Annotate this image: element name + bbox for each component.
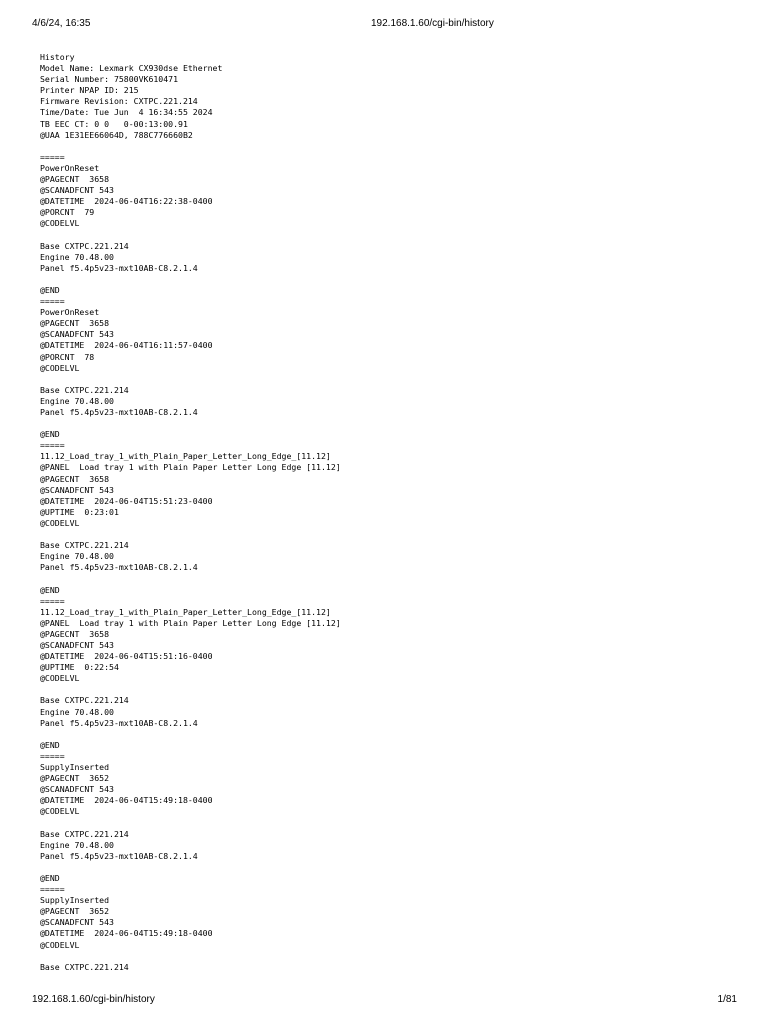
log-line: SupplyInserted [40, 895, 110, 906]
log-line [40, 817, 740, 828]
log-line: @END [40, 284, 60, 295]
log-line [40, 141, 740, 152]
log-line [40, 529, 740, 540]
log-line: @CODELVL [40, 517, 80, 528]
log-line: @END [40, 739, 60, 750]
log-line [40, 274, 740, 285]
log-line: ===== [40, 884, 65, 895]
log-line: Base CXTPC.221.214 [40, 695, 129, 706]
log-line: Time/Date: Tue Jun 4 16:34:55 2024 [40, 107, 213, 118]
log-line: Printer NPAP ID: 215 [40, 85, 139, 96]
log-line: Firmware Revision: CXTPC.221.214 [40, 96, 198, 107]
log-line: Panel f5.4p5v23-mxt10AB-C8.2.1.4 [40, 850, 198, 861]
log-line [40, 573, 740, 584]
log-line: @UAA 1E31EE66064D, 788C776660B2 [40, 129, 193, 140]
log-line: 11.12_Load_tray_1_with_Plain_Paper_Letter_Long_Edge_[11.12] [40, 606, 331, 617]
log-line: @SCANADFCNT 543 [40, 185, 114, 196]
history-log [40, 52, 740, 982]
log-line [40, 418, 740, 429]
log-line: @PORCNT 79 [40, 207, 95, 218]
log-line: Engine 70.48.00 [40, 706, 114, 717]
log-line: Engine 70.48.00 [40, 395, 114, 406]
print-footer-url: 192.168.1.60/cgi-bin/history [32, 994, 155, 1005]
log-line: @DATETIME 2024-06-04T16:11:57-0400 [40, 340, 213, 351]
log-line [40, 729, 740, 740]
log-line: @DATETIME 2024-06-04T15:51:16-0400 [40, 651, 213, 662]
log-line: PowerOnReset [40, 307, 100, 318]
log-line: Base CXTPC.221.214 [40, 961, 129, 972]
log-line: @END [40, 429, 60, 440]
log-line: @CODELVL [40, 218, 80, 229]
log-line: @CODELVL [40, 673, 80, 684]
print-datetime: 4/6/24, 16:35 [32, 18, 91, 29]
log-line: PowerOnReset [40, 162, 100, 173]
log-line: Base CXTPC.221.214 [40, 240, 129, 251]
log-line: @PANEL Load tray 1 with Plain Paper Letter Long Edge [11.12] [40, 462, 341, 473]
log-line: Panel f5.4p5v23-mxt10AB-C8.2.1.4 [40, 262, 198, 273]
log-line: Panel f5.4p5v23-mxt10AB-C8.2.1.4 [40, 562, 198, 573]
log-line: @UPTIME 0:22:54 [40, 662, 119, 673]
log-line: ===== [40, 151, 65, 162]
log-line: Panel f5.4p5v23-mxt10AB-C8.2.1.4 [40, 717, 198, 728]
log-line: TB EEC CT: 0 0 0-00:13:00.91 [40, 118, 188, 129]
log-line: Model Name: Lexmark CX930dse Ethernet [40, 63, 223, 74]
page-number: 1/81 [717, 994, 737, 1005]
log-line: @DATETIME 2024-06-04T15:49:18-0400 [40, 795, 213, 806]
log-line: Base CXTPC.221.214 [40, 384, 129, 395]
log-line: ===== [40, 750, 65, 761]
log-line: Base CXTPC.221.214 [40, 540, 129, 551]
log-line: @PAGECNT 3658 [40, 473, 110, 484]
log-line: @SCANADFCNT 543 [40, 917, 114, 928]
print-header [0, 18, 768, 32]
log-line: Panel f5.4p5v23-mxt10AB-C8.2.1.4 [40, 407, 198, 417]
log-line: @DATETIME 2024-06-04T15:51:23-0400 [40, 495, 213, 506]
log-line: @SCANADFCNT 543 [40, 639, 114, 650]
log-line [40, 230, 740, 241]
log-line: @PORCNT 78 [40, 351, 95, 362]
log-line: @SCANADFCNT 543 [40, 784, 114, 795]
log-line: @SCANADFCNT 543 [40, 329, 114, 340]
log-line: @END [40, 584, 60, 595]
log-line: ===== [40, 440, 65, 451]
log-line: Engine 70.48.00 [40, 251, 114, 262]
log-line: @END [40, 872, 60, 883]
log-line: @PAGECNT 3658 [40, 174, 110, 185]
log-line: ===== [40, 595, 65, 606]
log-line: @CODELVL [40, 362, 80, 373]
log-line: 11.12_Load_tray_1_with_Plain_Paper_Letter_Long_Edge_[11.12] [40, 451, 331, 462]
log-line: @PAGECNT 3658 [40, 628, 110, 639]
log-line [40, 684, 740, 695]
log-line: @DATETIME 2024-06-04T16:22:38-0400 [40, 196, 213, 207]
log-line: @CODELVL [40, 806, 80, 817]
log-line: Engine 70.48.00 [40, 551, 114, 562]
log-line: @PAGECNT 3652 [40, 906, 110, 917]
log-line: @PANEL Load tray 1 with Plain Paper Letter Long Edge [11.12] [40, 617, 341, 628]
print-header-url: 192.168.1.60/cgi-bin/history [371, 18, 494, 29]
log-line: @DATETIME 2024-06-04T15:49:18-0400 [40, 928, 213, 939]
log-line [40, 862, 740, 873]
log-line: Base CXTPC.221.214 [40, 828, 129, 839]
log-line: SupplyInserted [40, 762, 110, 772]
print-footer [0, 994, 768, 1008]
log-line: @SCANADFCNT 543 [40, 484, 114, 495]
log-line: @CODELVL [40, 939, 80, 950]
log-line [40, 374, 740, 385]
log-line: ===== [40, 296, 65, 307]
log-line: Engine 70.48.00 [40, 839, 114, 850]
log-line [40, 951, 740, 962]
log-line: History [40, 52, 75, 62]
log-line: Serial Number: 75800VK610471 [40, 74, 179, 85]
log-line: @UPTIME 0:23:01 [40, 506, 119, 517]
log-line: @PAGECNT 3652 [40, 773, 110, 784]
log-line: @PAGECNT 3658 [40, 318, 110, 329]
